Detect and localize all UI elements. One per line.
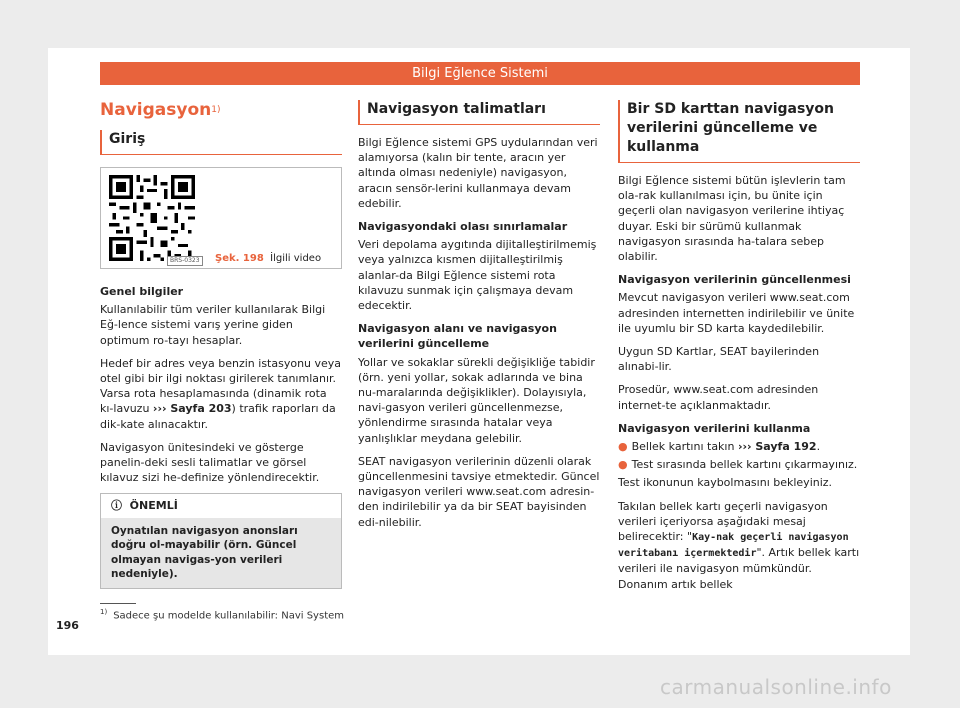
subheading: Navigasyon verilerini kullanma: [618, 421, 811, 435]
subheading-genel-bilgiler: Genel bilgiler: [100, 285, 184, 298]
paragraph: Yollar ve sokaklar sürekli değişikliğe tabidir (örn. yeni yollar, sokak adlarında ve bina nu-maralarında değişiklikler). Dolayısıyla, navi-gasyon verileri güncellenmezse, yönlendirme sırasında hatalar veya yanlışlıklar meydana gelebilir.: [358, 355, 595, 445]
figure-caption: [215, 251, 321, 266]
paragraph: Prosedür, www.seat.com adresinden internet-te açıklanmaktadır.: [618, 383, 819, 412]
paragraph-text: Hedef bir adres veya benzin istasyonu veya otel gibi bir ilgi noktası girilerek tanımlanır. Varsa rota hesaplamasında (dinamik rota kı-lavuzu: [100, 356, 342, 416]
qr-code-icon[interactable]: [109, 175, 195, 261]
column-1: [100, 100, 342, 589]
page-link-192[interactable]: ››› Sayfa 192: [737, 440, 817, 454]
paragraph: Test ikonunun kaybolmasını bekleyiniz.: [618, 476, 833, 490]
footnote-text: Sadece şu modelde kullanılabilir: Navi System: [113, 610, 345, 622]
list-item: [618, 439, 860, 454]
subheading: Navigasyon alanı ve navigasyon verilerini güncelleme: [358, 322, 557, 351]
paragraph: Bilgi Eğlence sistemi bütün işlevlerin tam ola-rak kullanılması için, bu ünite için geçerli olan navigasyon verilerine ihtiyaç duyar. Eski bir sürümü kullanmak navigasyon sırasında ha-talara sebep olabilir.: [618, 174, 846, 264]
paragraph: Kullanılabilir tüm veriler kullanılarak Bilgi Eğ-lence sistemi varış yerine giden optimum ro-tayı hesaplar.: [100, 303, 326, 347]
figure-code: BRS-0323: [167, 256, 203, 266]
section-title-giris: Giriş: [100, 130, 342, 155]
paragraph: Veri depolama aygıtında dijitalleştirilmemiş veya yalnızca kısmen dijitalleştirilmiş alanlar-da Bilgi Eğlence sistemi rota kılavuzu sunmak için çalışmaya devam edecektir.: [358, 238, 597, 313]
subheading: Navigasyon verilerinin güncellenmesi: [618, 273, 851, 287]
warning-header: [101, 494, 341, 517]
watermark: carmanualsonline.info: [660, 675, 892, 699]
figure-caption-text: İlgili video: [270, 253, 322, 264]
paragraph: Bilgi Eğlence sistemi GPS uydularından veri alamıyorsa (kalın bir tente, aracın yer altında olması nedeniyle) navigasyon, aracın sensör-lerini kullanmaya devam edebilir.: [358, 136, 598, 210]
title-footnote-mark: 1): [211, 105, 221, 115]
list-item: [618, 457, 860, 472]
column-2: [358, 100, 600, 538]
title-text: Navigasyon: [100, 100, 212, 120]
warning-body: Oynatılan navigasyon anonsları doğru ol-mayabilir (örn. Güncel olmayan navigas-yon verileri nedeniyle).: [101, 518, 341, 588]
page-link-203[interactable]: ››› Sayfa 203: [152, 402, 232, 416]
paragraph: Navigasyon ünitesindeki ve gösterge panelin-deki sesli talimatlar ve görsel kılavuz sizi he-definize yönlendirecektir.: [100, 440, 320, 485]
paragraph: Mevcut navigasyon verileri www.seat.com adresinden internetten indirilebilir ve ünite ile uyumlu bir SD karta kaydedilebilir.: [618, 291, 855, 335]
chapter-header: Bilgi Eğlence Sistemi: [100, 62, 860, 85]
bullet-text: .: [816, 440, 821, 454]
bullet-text: Bellek kartını takın: [631, 440, 738, 454]
column-3: [618, 100, 860, 600]
page-title: [100, 100, 342, 120]
paragraph-text: Takılan bellek kartı geçerli navigasyon verileri içeriyorsa aşağıdaki mesaj belirecektir: ": [618, 499, 828, 544]
footnote-mark: 1): [100, 608, 108, 616]
paragraph: [618, 499, 860, 592]
info-icon: ⓘ: [111, 499, 122, 513]
section-title-navigasyon-talimatlari: Navigasyon talimatları: [358, 100, 600, 125]
bullet-icon: ●: [618, 440, 628, 454]
page-number: 196: [56, 619, 79, 632]
paragraph: Uygun SD Kartlar, SEAT bayilerinden alınabi-lir.: [618, 345, 820, 374]
section-title-sd-kart: Bir SD karttan navigasyon verilerini güncelleme ve kullanma: [618, 100, 860, 163]
paragraph-text: ) trafik raporları da dik-kate alınacaktır.: [100, 402, 336, 431]
bullet-icon: ●: [618, 458, 628, 472]
bullet-text: Test sırasında bellek kartını çıkarmayınız.: [631, 458, 858, 472]
warning-box: [100, 493, 342, 588]
footnote-divider: [100, 603, 136, 604]
system-message: Kay-nak geçerli navigasyon veritabanı içermektedir: [618, 532, 849, 560]
figure-198: [100, 167, 342, 269]
paragraph-text: ". Artık bellek kartı verileri ile navigasyon mümkündür. Donanım artık bellek: [618, 546, 860, 591]
paragraph: [100, 356, 342, 432]
warning-title: ÖNEMLİ: [129, 499, 178, 513]
paragraph: SEAT navigasyon verilerinin düzenli olarak güncellenmesini tavsiye etmektedir. Güncel navigasyon verileri www.seat.com adresin-den indirilebilir ya da bir SEAT bayisinden edi-nilebilir.: [358, 454, 600, 529]
subheading: Navigasyondaki olası sınırlamalar: [358, 220, 568, 234]
figure-label: Şek. 198: [215, 253, 264, 264]
footnote: [100, 608, 344, 621]
